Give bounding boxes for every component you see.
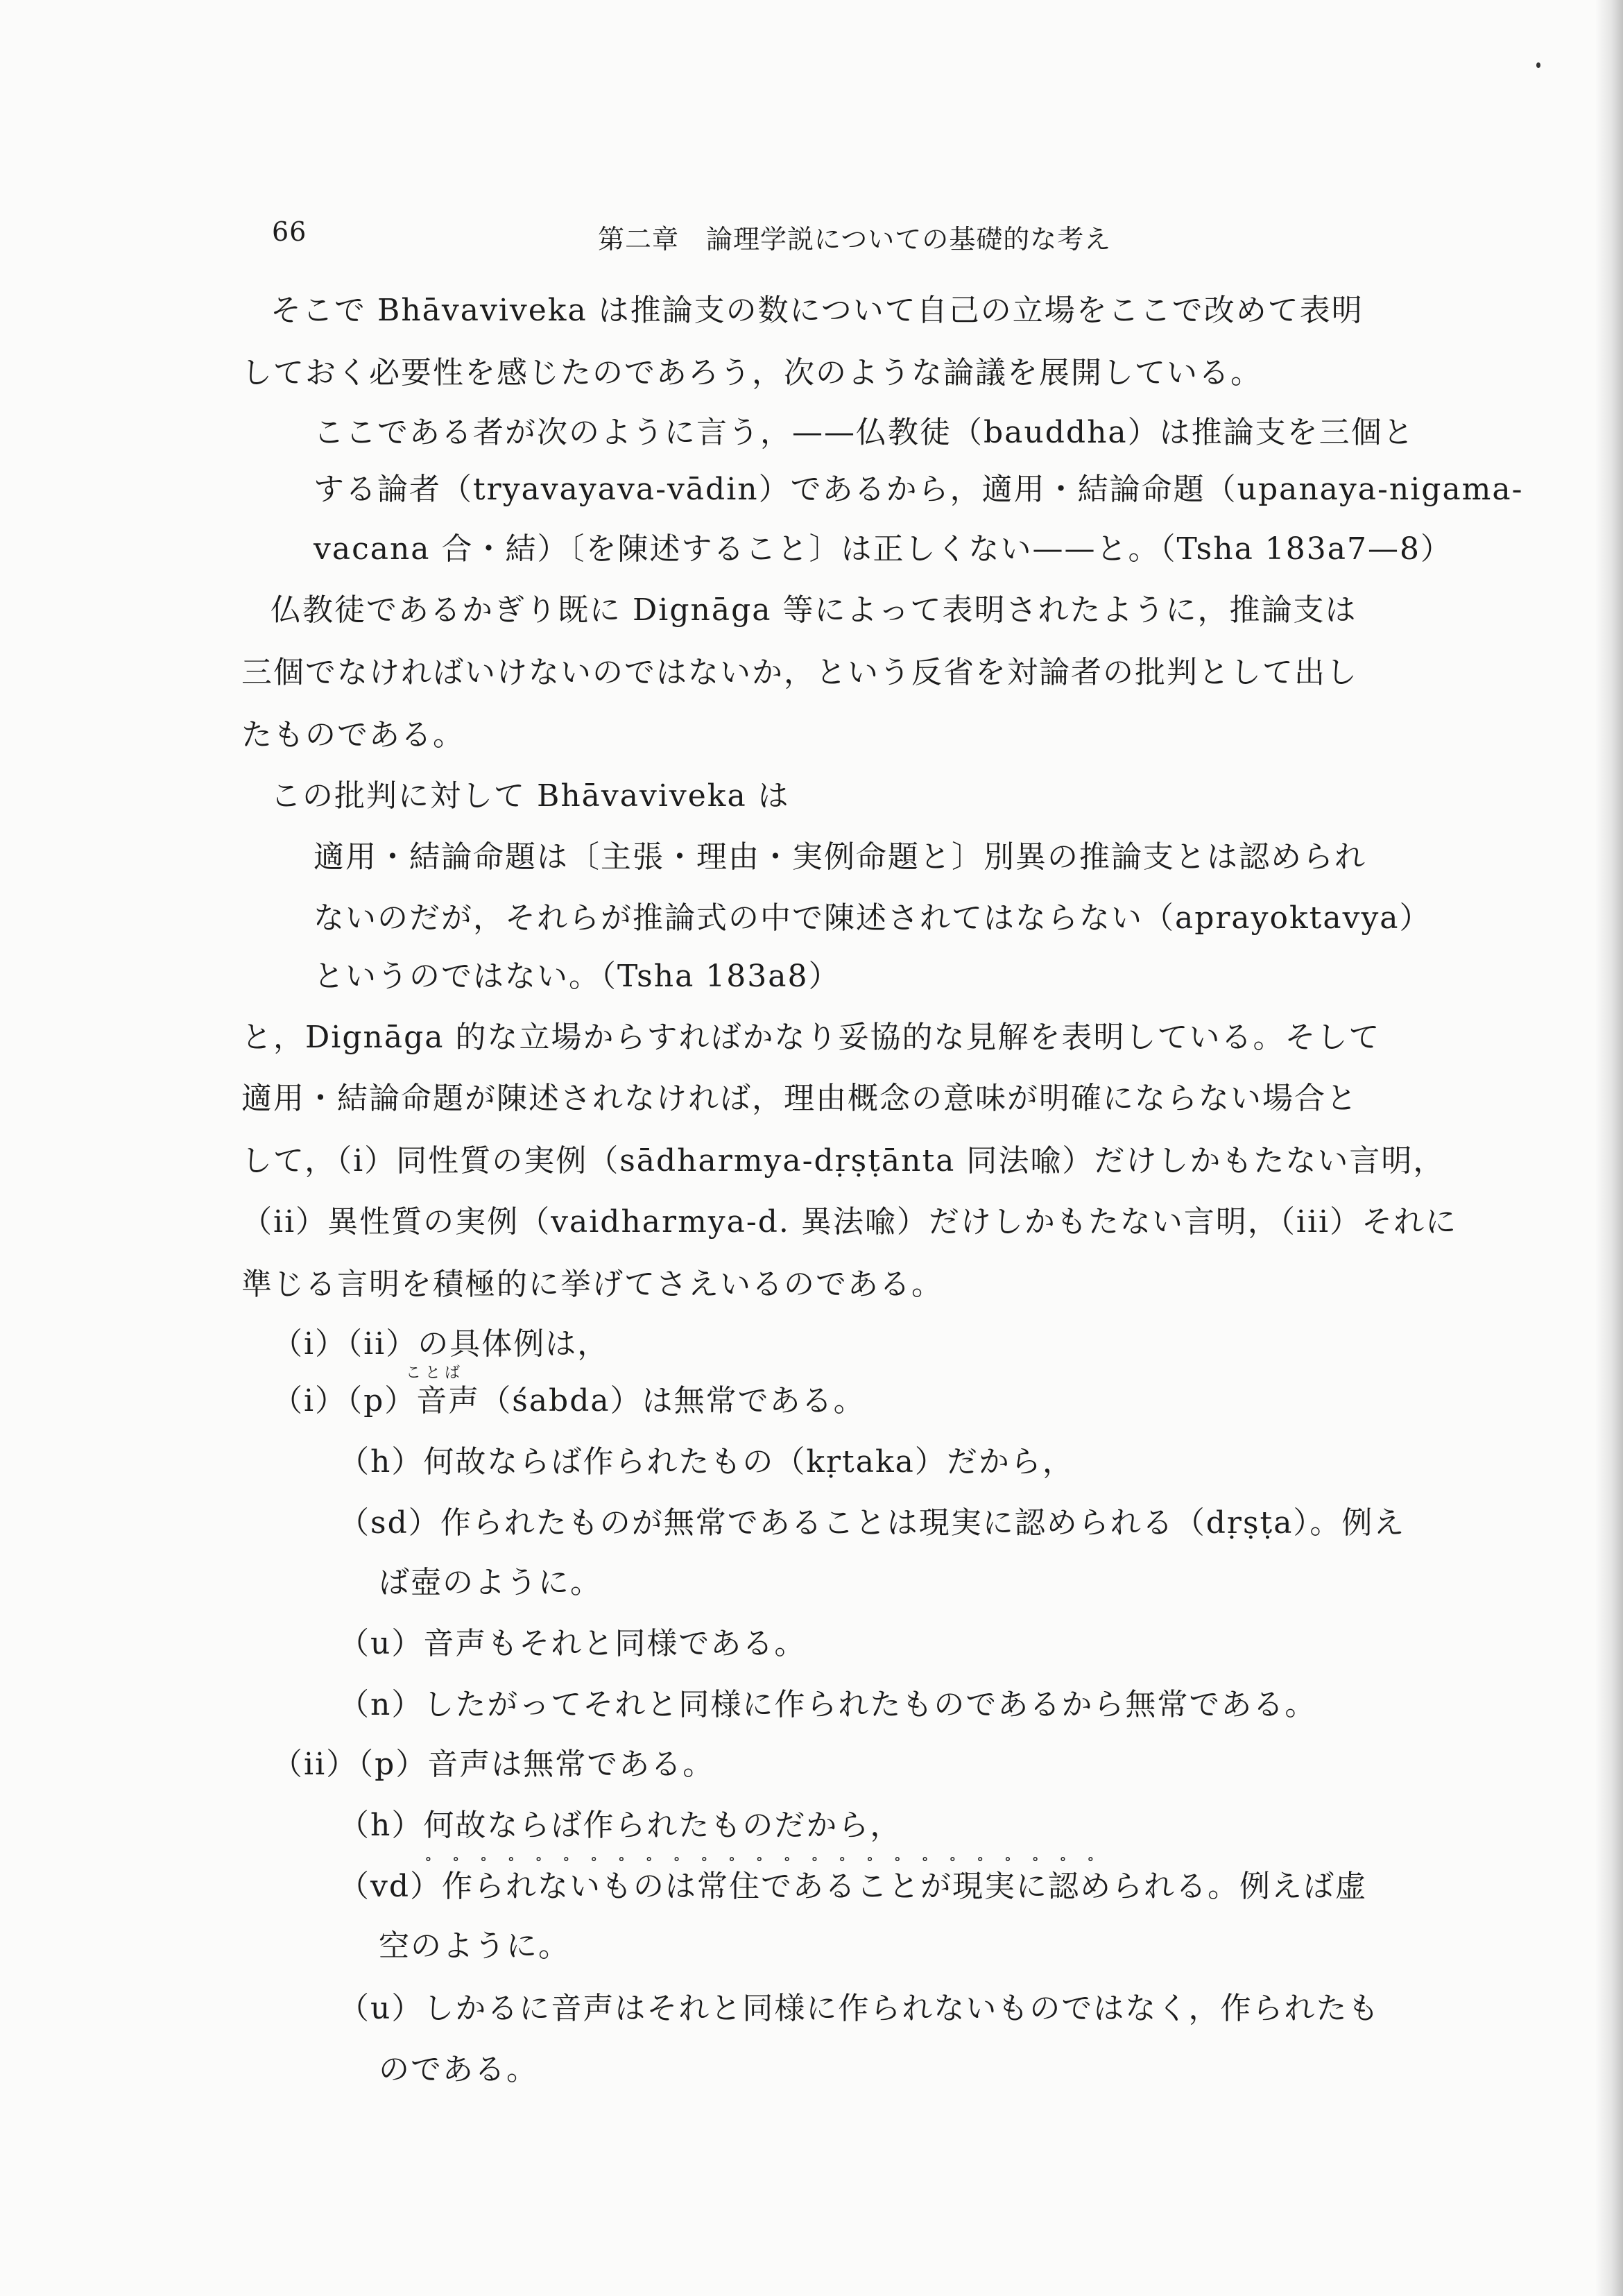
scan-edge-shadow (1595, 0, 1623, 2296)
body-line: この批判に対して Bhāvaviveka は (270, 778, 790, 814)
body-line: 三個でなければいけないのではないか，という反省を対論者の批判として出し (241, 655, 1358, 690)
example-line: 空のように。 (379, 1928, 570, 1964)
quote-line: vacana 合・結）〔を陳述すること〕は正しくない——と。（Tsha 183a7—8） (314, 531, 1453, 567)
chapter-title: 第二章 論理学説についての基礎的な考え (598, 224, 1112, 255)
quote-line: ここである者が次のように言う，——仏教徒（bauddha）は推論支を三個と (314, 415, 1415, 450)
body-line: 適用・結論命題が陳述されなければ，理由概念の意味が明確にならない場合と (241, 1081, 1358, 1116)
example-line: ば壺のように。 (379, 1565, 602, 1600)
body-line: そこで Bhāvaviveka は推論支の数について自己の立場をここで改めて表明 (270, 293, 1364, 328)
example-line: （ii）（p）音声は無常である。 (272, 1747, 715, 1782)
emphasis-dots: ∘∘∘∘∘∘∘∘∘∘∘∘∘∘∘∘∘∘∘∘∘∘∘∘∘ (424, 1851, 1115, 1868)
example-line: （i）（p）音声（śabda）は無常である。 (272, 1383, 866, 1419)
example-line: （n）したがってそれと同様に作られたものであるから無常である。 (338, 1687, 1317, 1722)
example-line: （u）しかるに音声はそれと同様に作られないものではなく，作られたも (338, 1991, 1380, 2026)
example-line: （sd）作られたものが無常であることは現実に認められる（dṛṣṭa）。例え (338, 1505, 1406, 1541)
body-line: （i）（ii）の具体例は， (272, 1326, 610, 1362)
page-number: 66 (272, 216, 307, 247)
example-line: （h）何故ならば作られたものだから， (338, 1808, 902, 1843)
quote-line: ないのだが，それらが推論式の中で陳述されてはならない（aprayoktavya） (314, 900, 1432, 936)
quote-line: する論者（tryavayava-vādin）であるから，適用・結論命題（upanaya-nigama- (314, 472, 1524, 507)
body-line: して，（i）同性質の実例（sādharmya-dṛṣṭānta 同法喩）だけしかもたない言明， (241, 1143, 1445, 1179)
quote-line: 適用・結論命題は〔主張・理由・実例命題と〕別異の推論支とは認められ (314, 839, 1366, 875)
example-line: （u）音声もそれと同様である。 (338, 1626, 807, 1661)
example-line: （vd）作られないものは常住であることが現実に認められる。例えば虚 (338, 1869, 1368, 1904)
body-line: 準じる言明を積極的に挙げてさえいるのである。 (241, 1267, 943, 1302)
scan-speck (1536, 62, 1540, 68)
body-line: たものである。 (241, 717, 465, 753)
body-line: 仏教徒であるかぎり既に Dignāga 等によって表明されたように，推論支は (270, 592, 1357, 628)
example-line: （h）何故ならば作られたもの（kṛtaka）だから， (338, 1444, 1074, 1480)
furigana: ことば (406, 1364, 465, 1382)
example-line: のである。 (379, 2052, 538, 2087)
body-line: しておく必要性を感じたのであろう，次のような論議を展開している。 (241, 355, 1262, 391)
body-line: （ii）異性質の実例（vaidharmya-d. 異法喩）だけしかもたない言明，（iii）それに (241, 1204, 1458, 1240)
body-line: と，Dignāga 的な立場からすればかなり妥協的な見解を表明している。そして (241, 1020, 1381, 1055)
quote-line: というのではない。（Tsha 183a8） (314, 959, 841, 994)
